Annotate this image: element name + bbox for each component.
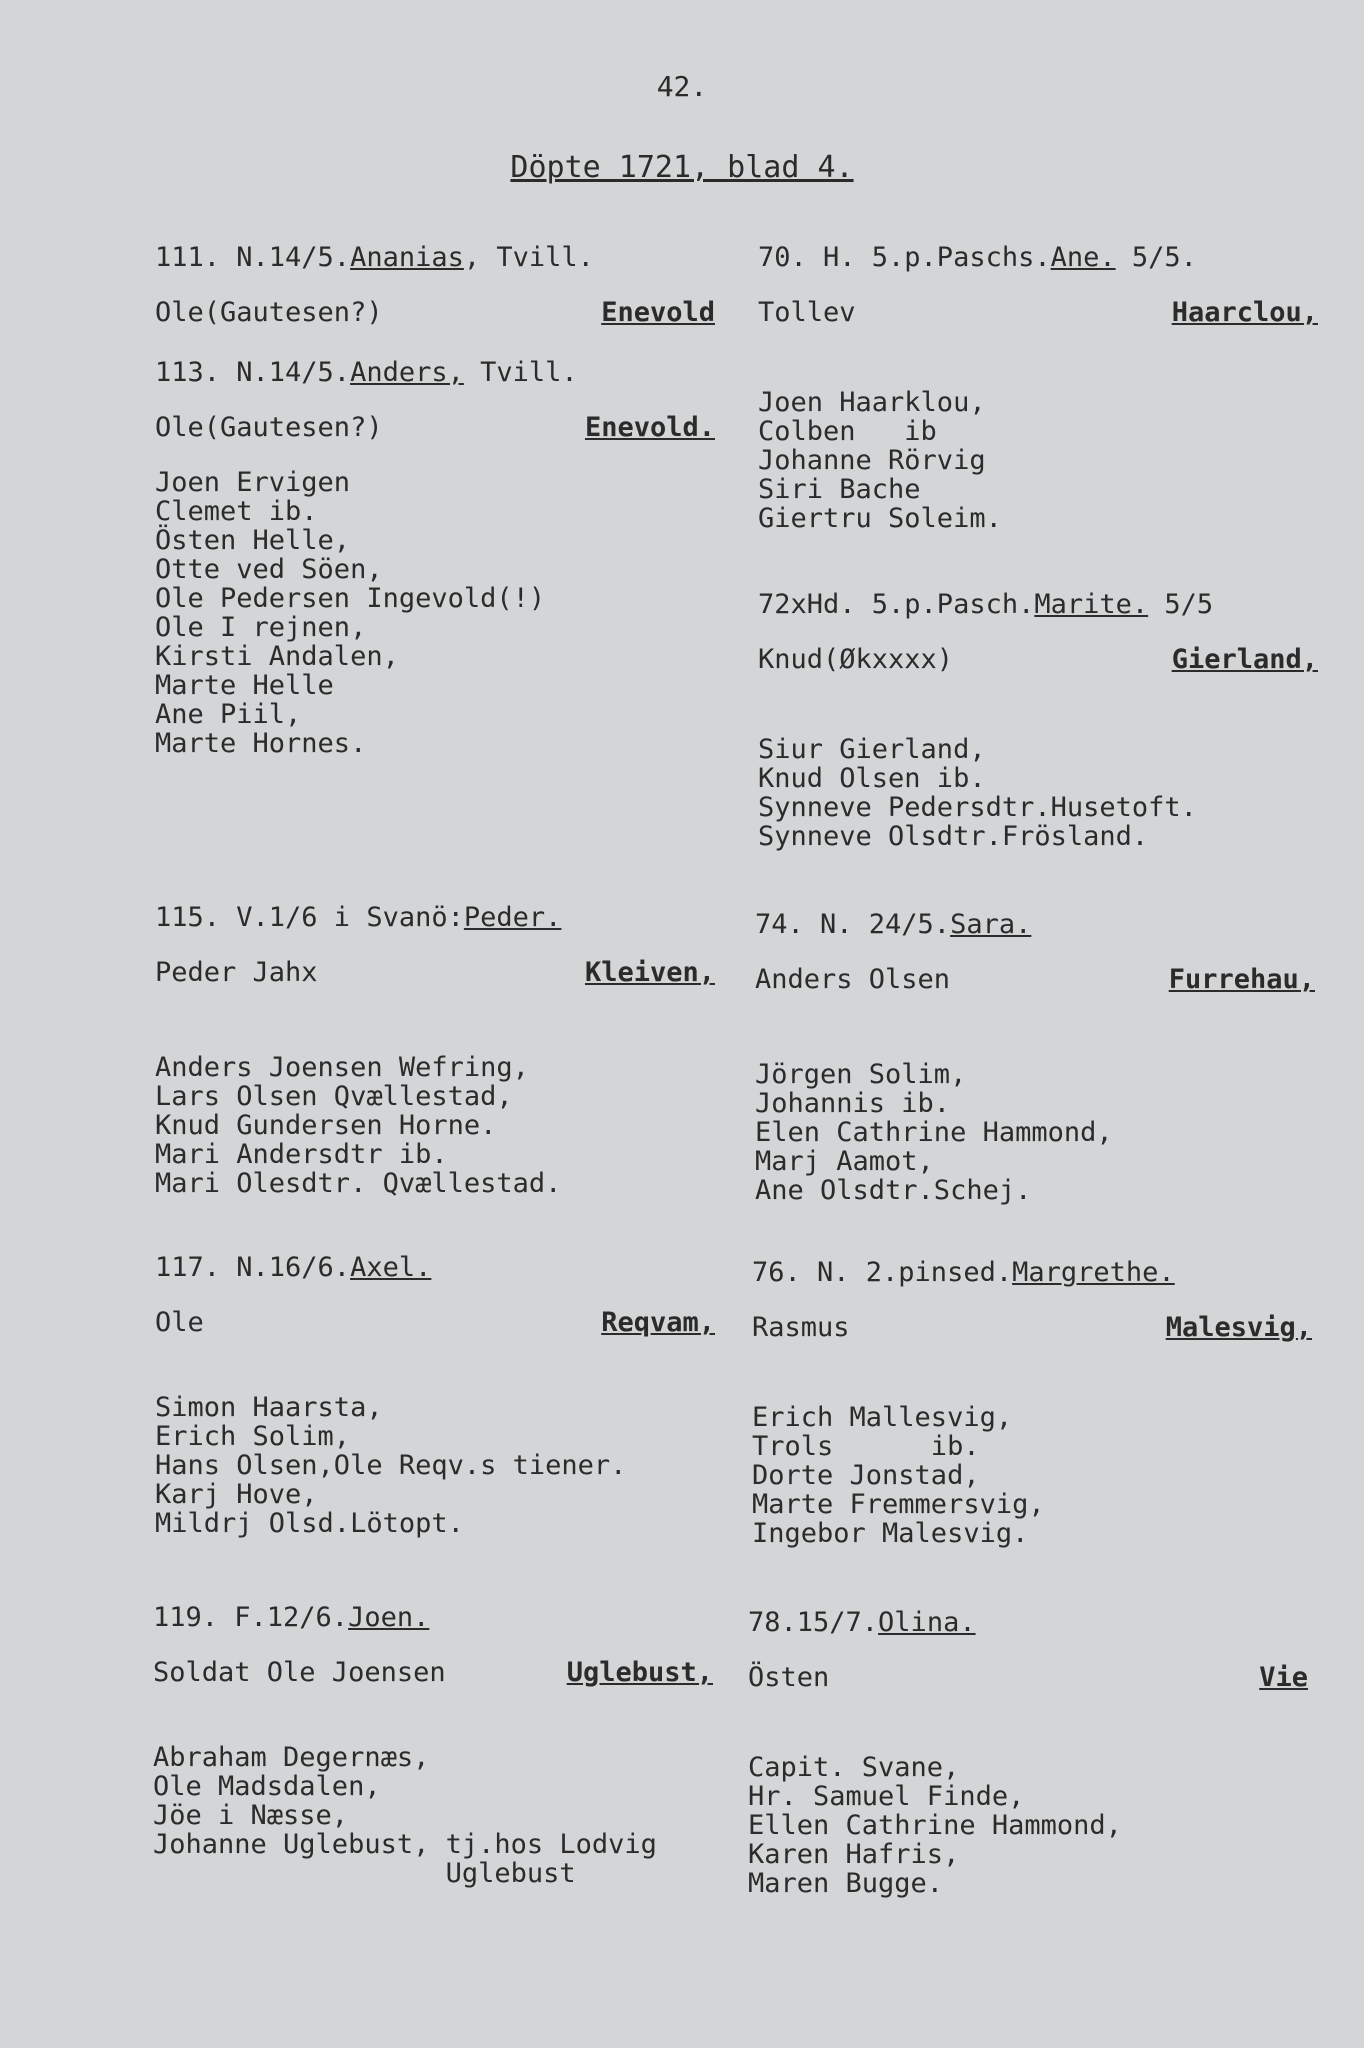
child-name: Olina.	[878, 1607, 976, 1638]
sponsor-name: Jörgen Solim,	[755, 1059, 967, 1090]
sponsor-name: Knud Gundersen Horne.	[155, 1110, 497, 1141]
sponsor-name: Ole Pedersen Ingevold(!)	[155, 583, 546, 614]
sponsor-name: Karj Hove,	[155, 1479, 318, 1510]
baptism-entry	[755, 910, 1315, 1215]
father-name: Ole(Gautesen?)	[155, 297, 383, 328]
entry-heading	[155, 903, 561, 932]
farm-name: Uglebust,	[566, 1657, 713, 1688]
sponsor-name: Simon Haarsta,	[155, 1392, 383, 1423]
sponsors-list	[153, 1743, 657, 1888]
farm-name: Reqvam,	[601, 1307, 715, 1338]
sponsors-list	[155, 1393, 626, 1538]
farm-name: Enevold	[601, 297, 715, 328]
father-name: Rasmus	[752, 1312, 850, 1343]
sponsors-list	[755, 1060, 1113, 1205]
child-name: Peder.	[463, 902, 562, 933]
sponsor-name: Mari Olesdtr. Qvællestad.	[155, 1168, 562, 1199]
sponsor-name: Marte Fremmersvig,	[752, 1489, 1045, 1520]
sponsor-name: Synneve Olsdtr.Frösland.	[758, 821, 1149, 852]
entry-heading	[755, 910, 1031, 939]
sponsor-name: Marte Hornes.	[155, 728, 367, 759]
father-name: Ole	[155, 1307, 204, 1338]
sponsor-name: Synneve Pedersdtr.Husetoft.	[758, 792, 1197, 823]
sponsor-name: Erich Solim,	[155, 1421, 351, 1452]
sponsor-name: Siur Gierland,	[758, 734, 986, 765]
sponsor-name: Östen Helle,	[155, 525, 351, 556]
sponsor-name: Marte Helle	[155, 670, 334, 701]
child-name: Axel.	[350, 1252, 432, 1283]
farm-name: Kleiven,	[584, 957, 715, 988]
entry-suffix: 5/5	[1148, 589, 1214, 620]
sponsor-name: Ane Piil,	[155, 699, 302, 730]
entry-number-date: 70. H. 5.p.Paschs.	[758, 242, 1051, 273]
sponsor-name: Hans Olsen,Ole Reqv.s tiener.	[155, 1450, 627, 1481]
title-text: Döpte 1721, blad 4.	[510, 150, 854, 185]
sponsor-name: Karen Hafris,	[748, 1839, 960, 1870]
baptism-entry	[758, 590, 1318, 861]
entry-heading	[758, 590, 1213, 619]
sponsor-name: Mari Andersdtr ib.	[155, 1139, 448, 1170]
child-name: Sara.	[950, 909, 1032, 940]
father-name: Ole(Gautesen?)	[155, 412, 383, 443]
entry-number-date: 117. N.16/6.	[155, 1252, 351, 1283]
sponsor-name: Joen Ervigen	[155, 467, 351, 498]
sponsor-name: Johanne Uglebust, tj.hos Lodvig	[153, 1829, 657, 1860]
sponsor-name: Ane Olsdtr.Schej.	[755, 1175, 1032, 1206]
entry-heading	[155, 358, 578, 387]
child-name: Anders,	[350, 357, 464, 388]
entry-number-date: 119. F.12/6.	[153, 1602, 349, 1633]
page-title	[0, 150, 1364, 185]
sponsor-name: Erich Mallesvig,	[752, 1402, 1013, 1433]
page-number: 42.	[656, 70, 708, 103]
sponsor-name: Jöe i Næsse,	[153, 1800, 349, 1831]
entry-suffix: , Tvill.	[463, 242, 594, 273]
father-name: Anders Olsen	[755, 964, 951, 995]
baptism-entry	[752, 1258, 1312, 1558]
sponsor-name: Colben ib	[758, 416, 937, 447]
sponsors-list	[752, 1403, 1045, 1548]
child-name: Ananias	[350, 242, 464, 273]
sponsor-name: Johanne Rörvig	[758, 445, 986, 476]
baptism-entry	[748, 1608, 1308, 1908]
sponsor-name: Dorte Jonstad,	[752, 1460, 980, 1491]
sponsor-name: Otte ved Söen,	[155, 554, 383, 585]
sponsors-list	[155, 468, 545, 758]
baptism-entry	[155, 242, 715, 328]
baptism-entry	[155, 903, 715, 1208]
farm-name: Enevold.	[584, 412, 715, 443]
sponsor-name: Ole I rejnen,	[155, 612, 367, 643]
father-name: Soldat Ole Joensen	[153, 1657, 446, 1688]
sponsors-list	[758, 735, 1197, 851]
entry-heading	[748, 1608, 976, 1637]
entry-number-date: 72xHd. 5.p.Pasch.	[758, 589, 1035, 620]
sponsor-name: Johannis ib.	[755, 1088, 951, 1119]
entry-heading	[758, 243, 1197, 272]
father-name: Peder Jahx	[155, 957, 318, 988]
entry-heading	[155, 243, 594, 272]
farm-name: Furrehau,	[1168, 964, 1315, 995]
father-name: Östen	[748, 1662, 830, 1693]
entry-number-date: 74. N. 24/5.	[755, 909, 951, 940]
father-name: Knud(Økxxxx)	[758, 644, 954, 675]
sponsor-name: Maren Bugge.	[748, 1868, 944, 1899]
baptism-entry	[155, 358, 715, 768]
sponsor-name: Ole Madsdalen,	[153, 1771, 381, 1802]
entry-heading	[153, 1603, 429, 1632]
sponsor-name: Siri Bache	[758, 474, 921, 505]
entry-heading	[155, 1253, 431, 1282]
sponsor-name: Hr. Samuel Finde,	[748, 1781, 1025, 1812]
farm-name: Malesvig,	[1165, 1312, 1312, 1343]
baptism-entry	[758, 243, 1318, 543]
entry-number-date: 115. V.1/6 i Svanö:	[155, 902, 464, 933]
sponsor-name: Knud Olsen ib.	[758, 763, 986, 794]
child-name: Margrethe.	[1012, 1257, 1175, 1288]
sponsor-name: Marj Aamot,	[755, 1146, 934, 1177]
farm-name: Gierland,	[1171, 644, 1318, 675]
entry-number-date: 76. N. 2.pinsed.	[752, 1257, 1013, 1288]
sponsor-name: Anders Joensen Wefring,	[155, 1052, 529, 1083]
sponsor-name: Ellen Cathrine Hammond,	[748, 1810, 1122, 1841]
child-name: Joen.	[348, 1602, 430, 1633]
child-name: Marite.	[1034, 589, 1149, 620]
sponsor-name: Mildrj Olsd.Lötopt.	[155, 1508, 464, 1539]
sponsor-name: Uglebust	[153, 1858, 576, 1889]
sponsors-list	[758, 388, 1002, 533]
sponsor-name: Abraham Degernæs,	[153, 1742, 430, 1773]
sponsor-name: Joen Haarklou,	[758, 387, 986, 418]
sponsor-name: Lars Olsen Qvællestad,	[155, 1081, 513, 1112]
entry-number-date: 111. N.14/5.	[155, 242, 351, 273]
entry-suffix: 5/5.	[1115, 242, 1197, 273]
entry-heading	[752, 1258, 1175, 1287]
entry-number-date: 78.15/7.	[748, 1607, 879, 1638]
sponsor-name: Clemet ib.	[155, 496, 318, 527]
sponsor-name: Capit. Svane,	[748, 1752, 960, 1783]
baptism-entry	[155, 1253, 715, 1548]
sponsor-name: Trols ib.	[752, 1431, 980, 1462]
sponsor-name: Kirsti Andalen,	[155, 641, 399, 672]
child-name: Ane.	[1050, 242, 1116, 273]
entry-suffix: Tvill.	[463, 357, 578, 388]
farm-name: Vie	[1259, 1662, 1308, 1693]
father-name: Tollev	[758, 297, 856, 328]
sponsors-list	[155, 1053, 561, 1198]
entry-number-date: 113. N.14/5.	[155, 357, 351, 388]
sponsor-name: Giertru Soleim.	[758, 503, 1002, 534]
sponsor-name: Elen Cathrine Hammond,	[755, 1117, 1113, 1148]
farm-name: Haarclou,	[1171, 297, 1318, 328]
sponsors-list	[748, 1753, 1122, 1898]
baptism-entry	[153, 1603, 713, 1898]
sponsor-name: Ingebor Malesvig.	[752, 1518, 1029, 1549]
